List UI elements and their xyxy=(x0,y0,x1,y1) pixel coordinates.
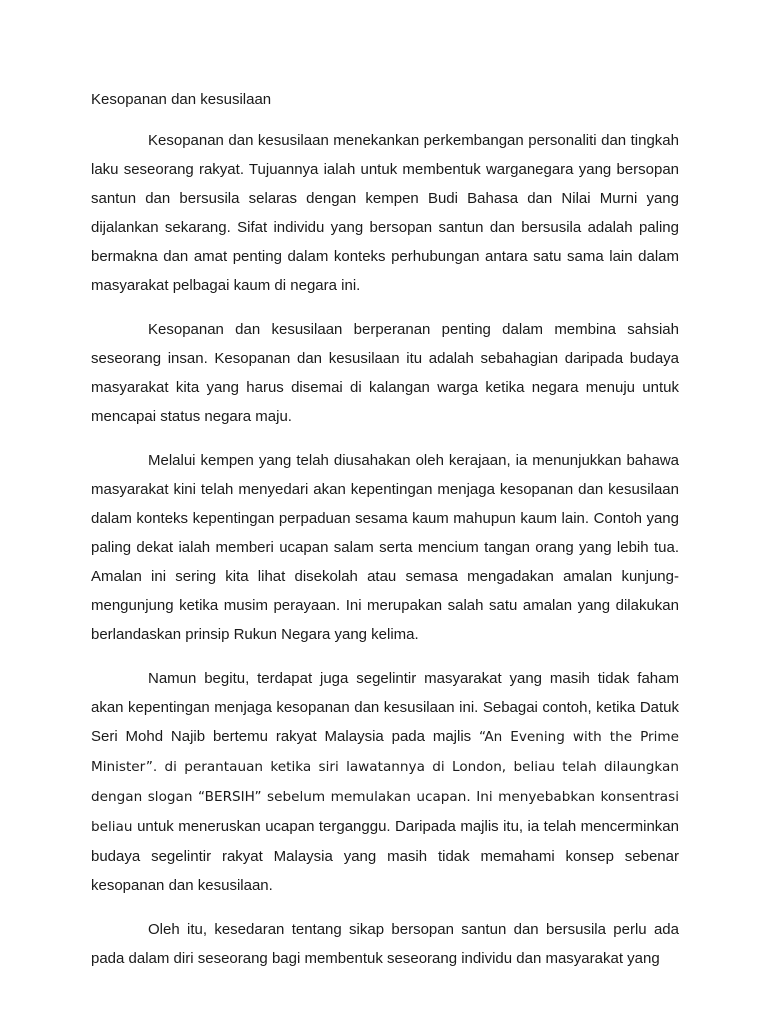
document-body xyxy=(91,86,679,988)
paragraph-4-text-a: Namun begitu, terdapat juga segelintir masyarakat yang masih tidak faham akan kepentingan menjaga kesopanan dan kesusilaan ini. Sebagai contoh, ketika Datuk Seri Mohd Najib bertemu rakyat Malaysia pada majlis xyxy=(91,670,679,745)
document-title: Kesopanan dan kesusilaan xyxy=(91,91,272,108)
paragraph-2: Kesopanan dan kesusilaan berperanan penting dalam membina sahsiah seseorang insan. Kesopanan dan kesusilaan itu adalah sebahagian daripada budaya masyarakat kita yang harus disemai di kalangan warga ketika negara menuju untuk mencapai status negara maju. xyxy=(91,321,679,425)
paragraph-4 xyxy=(91,664,679,900)
paragraph-1: Kesopanan dan kesusilaan menekankan perkembangan personaliti dan tingkah laku seseorang rakyat. Tujuannya ialah untuk membentuk warganegara yang bersopan santun dan bersusila selaras dengan kempen Budi Bahasa dan Nilai Murni yang dijalankan sekarang. Sifat individu yang bersopan santun dan bersusila adalah paling bermakna dan amat penting dalam konteks perhubungan antara satu sama lain dalam masyarakat pelbagai kaum di negara ini. xyxy=(91,132,679,294)
paragraph-4-quoted-text: “An Evening with the Prime Minister”. di perantauan ketika siri lawatannya di London, beliau telah dilaungkan dengan slogan “BERSIH” sebelum memulakan ucapan. Ini menyebabkan konsentrasi beliau xyxy=(91,729,680,835)
paragraph-3: Melalui kempen yang telah diusahakan oleh kerajaan, ia menunjukkan bahawa masyarakat kini telah menyedari akan kepentingan menjaga kesopanan dan kesusilaan dalam konteks kepentingan perpaduan sesama kaum mahupun kaum lain. Contoh yang paling dekat ialah memberi ucapan salam serta mencium tangan orang yang lebih tua. Amalan ini sering kita lihat disekolah atau semasa mengadakan amalan kunjung-mengunjung ketika musim perayaan. Ini merupakan salah satu amalan yang dilakukan berlandaskan prinsip Rukun Negara yang kelima. xyxy=(91,452,679,643)
paragraph-5: Oleh itu, kesedaran tentang sikap bersopan santun dan bersusila perlu ada pada dalam diri seseorang bagi membentuk seseorang individu dan masyarakat yang xyxy=(91,921,679,967)
paragraph-4-text-b: untuk meneruskan ucapan terganggu. Daripada majlis itu, ia telah mencerminkan budaya segelintir rakyat Malaysia yang masih tidak memahami konsep sebenar kesopanan dan kesusilaan. xyxy=(91,818,679,894)
